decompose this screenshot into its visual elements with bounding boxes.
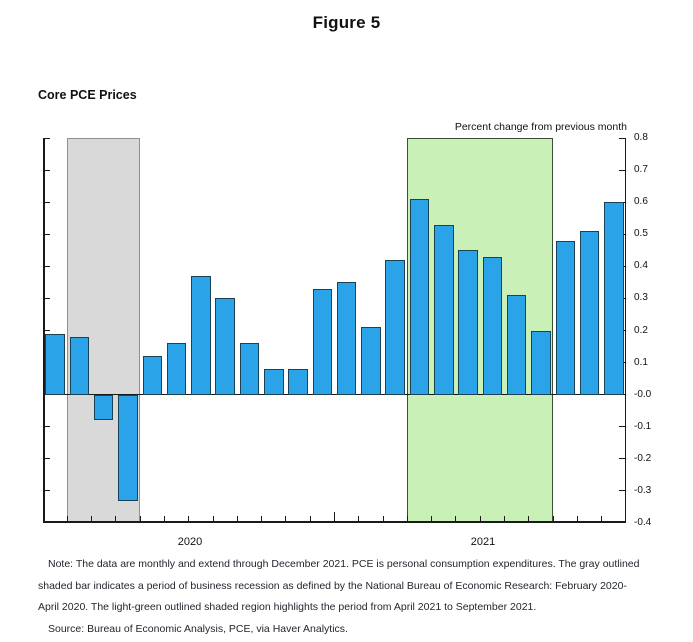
y-tick-label: -0.2 <box>634 452 652 464</box>
y-tick-right <box>619 490 625 491</box>
bar-sep-2020 <box>240 343 260 394</box>
x-tick-month <box>407 516 408 521</box>
y-tick-left <box>44 266 50 267</box>
bar-jul-2020 <box>191 276 211 395</box>
bar-mar-2020 <box>94 395 114 421</box>
x-tick-month <box>480 516 481 521</box>
x-tick-month <box>261 516 262 521</box>
note-line: shaded bar indicates a period of business recession as defined by the National Bureau of Economic Research: February 2020- <box>38 579 627 592</box>
y-tick-label: 0.4 <box>634 260 648 272</box>
x-tick-month <box>115 516 116 521</box>
y-tick-label: 0.8 <box>634 132 648 143</box>
y-tick-label: 0.2 <box>634 324 648 336</box>
x-tick-month <box>91 516 92 521</box>
x-tick-year <box>334 512 335 521</box>
y-axis-unit-label: Percent change from previous month <box>454 121 627 133</box>
x-tick-month <box>577 516 578 521</box>
y-tick-label: -0.0 <box>634 388 652 400</box>
y-tick-label: -0.1 <box>634 420 652 432</box>
x-axis-label-2021: 2021 <box>470 536 496 548</box>
x-tick-month <box>310 516 311 521</box>
x-tick-month <box>358 516 359 521</box>
bar-may-2021 <box>434 225 454 395</box>
x-tick-month <box>504 516 505 521</box>
bar-mar-2021 <box>385 260 405 395</box>
bar-nov-2020 <box>288 369 308 395</box>
bar-aug-2021 <box>507 295 527 394</box>
bar-feb-2020 <box>70 337 90 395</box>
bottom-axis <box>43 521 626 523</box>
bar-jan-2021 <box>337 282 357 394</box>
y-tick-right <box>619 170 625 171</box>
x-tick-month <box>164 516 165 521</box>
bar-aug-2020 <box>215 298 235 394</box>
bar-oct-2020 <box>264 369 284 395</box>
bar-feb-2021 <box>361 327 381 394</box>
y-tick-label: 0.3 <box>634 292 648 304</box>
bar-dec-2020 <box>313 289 333 395</box>
y-tick-label: -0.4 <box>634 517 652 528</box>
y-tick-left <box>44 234 50 235</box>
bar-jun-2020 <box>167 343 187 394</box>
x-tick-month <box>528 516 529 521</box>
bar-jul-2021 <box>483 257 503 395</box>
y-tick-left <box>44 298 50 299</box>
y-tick-left <box>44 490 50 491</box>
y-tick-left <box>44 426 50 427</box>
y-tick-left <box>44 522 50 523</box>
note-line: April 2020. The light-green outlined shaded region highlights the period from April 2021 to September 2021. <box>38 601 537 613</box>
bar-oct-2021 <box>556 241 576 395</box>
figure-note <box>38 554 668 640</box>
bar-jun-2021 <box>458 250 478 394</box>
y-tick-right <box>619 458 625 459</box>
y-tick-left <box>44 138 50 139</box>
x-tick-month <box>140 516 141 521</box>
y-tick-right <box>619 138 625 139</box>
bar-may-2020 <box>143 356 163 395</box>
note-line: Note: The data are monthly and extend through December 2021. PCE is personal consumption expenditures. The gray outlined <box>48 558 640 570</box>
y-tick-left <box>44 170 50 171</box>
y-tick-label: 0.7 <box>634 164 648 176</box>
y-tick-label: 0.1 <box>634 356 648 368</box>
x-tick-month <box>213 516 214 521</box>
bar-dec-2021 <box>604 202 624 395</box>
bar-sep-2021 <box>531 331 551 395</box>
x-tick-month <box>553 516 554 521</box>
x-tick-month <box>383 516 384 521</box>
x-tick-month <box>455 516 456 521</box>
bar-jan-2020 <box>45 334 65 395</box>
bar-nov-2021 <box>580 231 600 395</box>
y-tick-label: 0.6 <box>634 196 648 208</box>
right-axis <box>625 138 626 523</box>
y-tick-left <box>44 330 50 331</box>
y-tick-label: -0.3 <box>634 484 652 496</box>
y-tick-right <box>619 522 625 523</box>
y-tick-label: 0.5 <box>634 228 648 240</box>
plot-area <box>43 132 652 528</box>
source-line: Source: Bureau of Economic Analysis, PCE, via Haver Analytics. <box>48 622 348 635</box>
x-tick-month <box>237 516 238 521</box>
chart-title: Core PCE Prices <box>38 88 137 102</box>
x-tick-month <box>431 516 432 521</box>
x-tick-month <box>67 516 68 521</box>
x-axis-label-2020: 2020 <box>177 536 203 548</box>
x-tick-month <box>285 516 286 521</box>
bar-apr-2020 <box>118 395 138 501</box>
y-tick-right <box>619 426 625 427</box>
figure-title: Figure 5 <box>312 13 381 32</box>
y-tick-left <box>44 202 50 203</box>
y-tick-left <box>44 458 50 459</box>
x-tick-month <box>188 516 189 521</box>
x-tick-month <box>601 516 602 521</box>
bar-apr-2021 <box>410 199 430 395</box>
